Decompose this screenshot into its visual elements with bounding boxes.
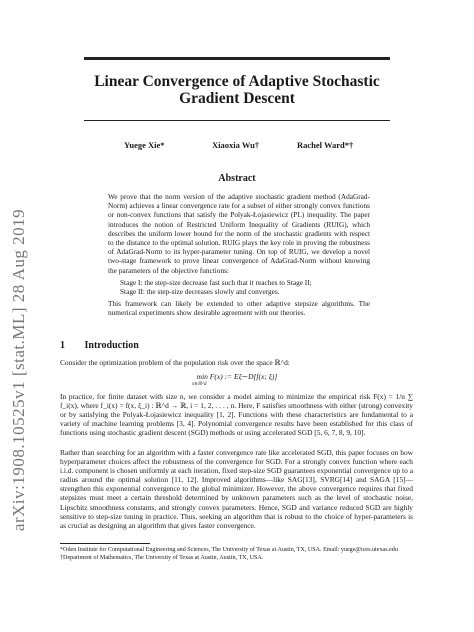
abstract-closing: This framework can likely be extended to other adaptive stepsize algorithms. The numerical experiments show desirable agreement with our theories.: [108, 299, 370, 318]
footnotes: [60, 547, 413, 562]
title-rule-bottom: [84, 120, 390, 121]
intro-paragraph-3: [60, 448, 413, 530]
intro-text-2: In practice, for finite dataset with size n, we consider a model aiming to minimize the empirical risk F(x) = 1/n ∑ f_i(x), where f_i(x) = f(x, ξ_i) : ℝ^d → ℝ, i = 1, 2, . . . , n. Here, F satisfies smoothness with either (strong) convexity or by satisfying the Polyak-Łojasiewicz inequality [1, 2]. Functions with these characteristics are fundamental to a variety of machine learning problems [3, 4]. Polynomial convergence results have been established for this class of functions using stochastic gradient descent (SGD) methods or using accelerated SGD [5, 6, 7, 8, 9, 10].: [60, 392, 413, 438]
section-title: Introduction: [84, 340, 139, 351]
footnote-2: †Department of Mathematics, The University of Texas at Austin, Austin, TX, USA.: [60, 554, 264, 561]
intro-paragraph-1: [60, 358, 413, 367]
author-3: Rachel Ward*†: [297, 140, 354, 150]
title-line-2: Gradient Descent: [179, 90, 295, 107]
title-line-1: Linear Convergence of Adaptive Stochastic: [94, 73, 380, 90]
author-2: Xiaoxia Wu†: [212, 140, 260, 150]
arxiv-id: arXiv:1908.10525v1 [stat.ML] 28 Aug 2019: [9, 208, 29, 532]
footnote-rule: [60, 543, 150, 544]
intro-text-3: Rather than searching for an algorithm with a faster convergence rate like accelerated SGD, this paper focuses on how hyperparameter choices affect the robustness of the convergence for SGD. For a strongly convex function where each i.i.d. component is chosen uniformly at each iteration, fixed step-size SGD guarantees exponential convergence up to a radius around the optimal solution [11, 12]. Improved algorithms—like SAG[13], SVRG[14] and SAGA [15]—strengthen this exponential convergence to the global minimizer. However, the above convergence requires that fixed stepsizes must meet a certain threshold determined by unknown parameters such as the level of stochastic noise, Lipschitz smoothness constants, and strongly convex parameters. Hence, SGD and variance reduced SGD are highly sensitive to step-size tuning in practice. Thus, seeking an algorithm that is robust to the choice of hyper-parameters is as crucial as designing an algorithm that gives faster convergence.: [60, 448, 413, 530]
equation: [0, 372, 474, 387]
author-1: Yuege Xie*: [124, 140, 165, 150]
section-heading: [60, 340, 139, 351]
abstract-body: [108, 192, 370, 318]
intro-paragraph-2: [60, 392, 413, 437]
arxiv-stamp: [6, 160, 32, 580]
abstract-heading: Abstract: [218, 173, 256, 184]
stage-one: Stage I: the step-size decrease fast such that it reaches to Stage II;: [120, 277, 312, 287]
intro-text-1: Consider the optimization problem of the population risk over the space ℝ^d:: [60, 358, 290, 367]
abstract-paragraph: We prove that the norm version of the adaptive stochastic gradient method (AdaGrad-Norm) achieves a linear convergence rate for a subset of either strongly convex functions or non-convex functions that satisfy the Polyak-Łojasiewicz (PL) inequality. The paper introduces the notion of Restricted Uniform Inequality of Gradients (RUIG), which describes the uniform lower bound for the norm of the stochastic gradients with respect to the distance to the optimal solution. RUIG plays the key role in proving the robustness of AdaGrad-Norm to its hyper-parameter tuning. On top of RUIG, we develop a novel two-stage framework to prove linear convergence of AdaGrad-Norm without knowing the parameters of the objective functions:: [108, 192, 370, 275]
paper-title: [60, 73, 414, 107]
equation-subscript: x∈ℝ^d: [192, 382, 207, 387]
equation-text: min F(x) := Eξ∼D[f(x; ξ)]: [196, 372, 278, 381]
section-number: 1: [60, 340, 65, 351]
footnote-1: *Oden Institute for Computational Engineering and Sciences, The University of Texas at Austin, TX, USA. Email: yuege@ices.utexas.edu: [60, 547, 398, 553]
title-rule-top: [84, 57, 390, 60]
stage-two: Stage II: the step-size decreases slowly and converges.: [120, 287, 280, 297]
